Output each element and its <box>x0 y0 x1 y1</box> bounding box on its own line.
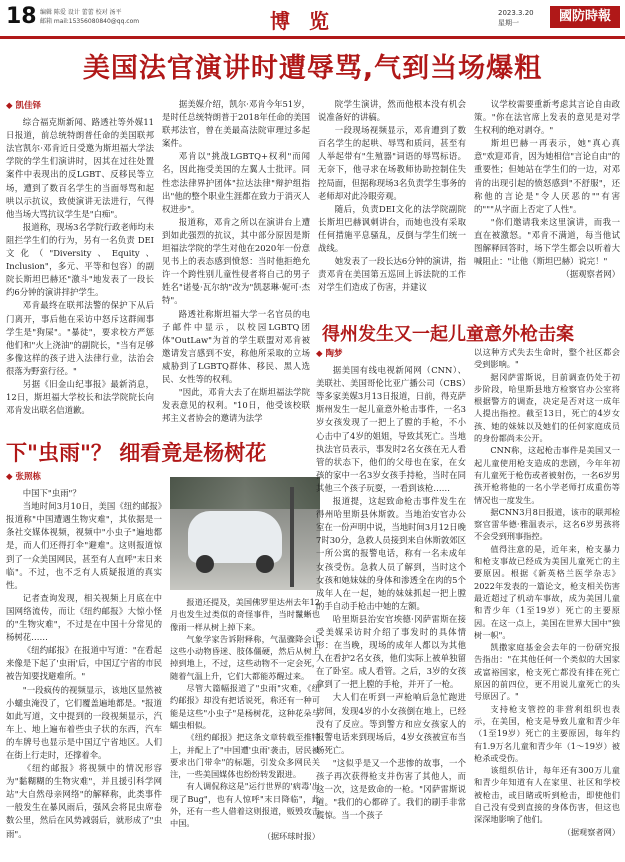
paragraph: 记者查询发现，相关视频上月底在中国网络流传，而让《纽约邮报》大惊小怪的"生物灾难"，不过是在中国十分常见的杨树花…… <box>6 592 162 643</box>
paragraph: 报道称，现场3名学院行政老师均未阻拦学生们的行为，另有一名负责 DEI 文化（"Diversity、Equity、Inclusion"，多元、平等和包容）的副院长斯坦巴赫还"激斗"地发表了一段长约6分钟的演讲拌护学生。 <box>6 221 154 298</box>
article2-column-2 <box>170 596 320 842</box>
paragraph: 她发表了一段长达6分钟的演讲，指责邓肯在美国第五巡回上诉法院的工作对学生们造成了伤害，并建议 <box>318 256 466 293</box>
wheel-shape <box>196 555 214 573</box>
article2-headline: 下"虫雨"？ 细看竟是杨树花 <box>6 441 267 465</box>
paragraph: 大人们在听到一声枪响后急忙跑进房间，发现4岁的小女孩倒在地上，已经没有了反应。等到警方和应女孩家人的报警电话来到现场后，4岁女孩被宣布当场死亡。 <box>316 692 466 755</box>
article3-column-2 <box>474 346 620 838</box>
article2-column-1 <box>6 469 162 841</box>
paragraph: 以这种方式失去生命时，整个社区都会受到影响。" <box>474 347 620 370</box>
tree-shape <box>170 477 320 509</box>
paragraph: "因此，邓肯大去了在斯坦福法学院发表意见的权利。"10日，他受该校联邦主义者协会的邀请为法学 <box>162 387 310 424</box>
paragraph: 邓肯最终在联邦法警的保护下从后门离开，事后他在采访中怒斥这群闹事学生是"狗屎"。"暴徒"，要求校方严惩他们和"火上浇油"的副院长，"当有足够多像这样的孩子进入法律行业，法治会很落为野蛮行径。" <box>6 300 154 376</box>
article1-column-3 <box>318 98 466 294</box>
wheel-shape <box>256 555 274 573</box>
editor-credits: 编辑 陈爱 设计 蕾蕾 校对 汤平 邮箱 mail:15356080840@qq.com <box>40 9 140 25</box>
section-title: 博 览 <box>270 9 335 33</box>
article2-byline: ◆ 张照栋 <box>6 471 162 484</box>
paragraph: "你们邀请我来这里演讲，而我一直在被激怒。"邓肯不满道，每当他试图解释回答时，场下学生都会以听着大喊阻止："让他（斯坦巴赫）说完！" <box>474 216 620 267</box>
article2-source-credit: （据环球时报） <box>262 830 320 841</box>
paragraph: 尽管大篇幅报道了"虫雨"灾难，《纽约邮报》却没有把话说死，称还有一种可能是这些"小虫子"是杨树花，这种花朵与蠕虫相似。 <box>170 683 320 730</box>
paragraph: "这似乎是又一个悲惨的故事，一个孩子再次获得枪支并伤害了其他人，而这一次，这是致命的一枪。"冈萨雷斯说道。"我们的心都碎了。我们的刷手非常震惊。当一个孩子 <box>316 757 466 821</box>
paragraph: 据冈萨雷斯说，目前调查仍处于初步阶段，哈里斯县地方检察官办公室将根据警方的调查，决定是否对这一成年人提出指控。截至13日，死亡的4岁女孩、她的妹妹以及她们的任何家庭成员的身份都尚未公开。 <box>474 371 620 444</box>
article3-source-credit: （据观察者网） <box>562 826 620 837</box>
paragraph: 报道称，邓肯之所以在演讲台上遭到如此强烈的抗议，其中部分原因是斯坦福法学院的学生对他在2020年一份意见书上的表态感到愤怒：当时他拒绝允许一个跨性别儿童性侵者将自己的男子姓名"诺曼·瓦尔纳"改为"凯瑟琳·妮可·杰特"。 <box>162 216 310 306</box>
paragraph: 报道提，这起致命枪击事件发生在得州哈里斯县休斯敦。当地治安官办公室在一份声明中说，当地时间3月12日晚7时30分，急救人员接到来自休斯敦郊区一所公寓的报警电话，称有一名未成年女孩受伤。急救人员了解到，当时这个女孩和她妹妹的身体和渗透全在肉的5个成年人在一起，她的妹妹抓起一把上膛的手自动手枪击中她的左额。 <box>316 496 466 611</box>
issue-date-value: 2023.3.20 <box>498 9 534 17</box>
paragraph: 凯撒家庭基金会去年的一份研究报告指出："在其他任何一个类似的大国家或富裕国家，枪支死亡都没有排在死亡原因的前四位，更不用说儿童死亡的头号原因了。" <box>474 642 620 702</box>
newspaper-logo: 國防時報 <box>550 6 620 28</box>
paragraph: 院学生演讲，然而他根本没有机会说准备好的讲稿。 <box>318 99 466 123</box>
article3-headline: 得州发生又一起儿童意外枪击案 <box>322 324 574 345</box>
article1-column-1 <box>6 98 154 417</box>
paragraph: 报道还提及，美国佛罗里达州去年12月也发生过类似的奇怪事件，当时鬣蜥也像雨一样从树上掉下来。 <box>170 597 320 632</box>
paragraph: 据美媒介绍，凯尔·邓肯今年51岁，是时任总统特朗普于2018年任命的美国联邦法官，曾在美最高法院审理过多起案件。 <box>162 99 310 149</box>
article3-column-1 <box>316 346 466 822</box>
paragraph: 哈里斯县治安官埃德·冈萨雷斯在接受美媒采访时介绍了事发时的具体情形：在当晚，现场的成年人都以为其他人在看护2名女孩，他们实际上被单独留在了卧室。成人看管。之后，3岁的女孩拿到了一把上膛的手枪，并开了一枪。 <box>316 613 466 690</box>
paragraph: 《纽约邮报》将视频中的情况形容为"黏糊糊的生物灾难"，并且援引科学网站"大自然母亲网络"的解释称，此类事件一般发生在暴风雨后，强风会将昆虫席卷数公里，然后在风势减弱后，就形成了"虫雨"。 <box>6 763 162 839</box>
paragraph: 中国下"虫雨"？ <box>22 488 81 499</box>
article1-source-credit: （据观察者网） <box>561 269 620 280</box>
paragraph: 值得注意的是，近年来，枪支暴力和枪支事故已经成为美国儿童死亡的主要原因。根据《新英格兰医学杂志》2022年发表的一篇论文，枪支相关伤害最近超过了机动车事故，成为美国儿童和青少年（1至19岁）死亡的主要原因。在这一点上，美国在世界大国中"独树一帜"。 <box>474 543 620 640</box>
issue-weekday: 星期一 <box>498 19 519 27</box>
paragraph: 邓肯以"挑战LGBTQ+权利"而闻名，因此拖受美国的左翼人士批评。同性恋法律界护团体"拉达法律"辩护组指出"他的整个职业生涯都在致力于消灭人权进步"。 <box>162 151 310 214</box>
paragraph: 气象学家告诉附释称，气温骤降会让这些小动物昏迷、肢体僵硬，然后从树上掉到地上，不过，这些动物不一定会死，随着气温上升，它们大都能苏醒过来。 <box>170 633 320 681</box>
paragraph: 斯坦巴赫一再表示，她"真心真意"欢迎邓肯，因为她相信"言论自由"的重要性；但她站在学生们的一边，对邓肯的出现引起的愤怒感到"不舒服"，还称他的言论是"令人厌恶的""有害的"""从字面上否定了人性"。 <box>474 138 620 214</box>
issue-date <box>498 8 534 28</box>
paragraph: CNN称，这起枪击事件是美国又一起儿童使用枪支造成的悲剧，今年年初有儿童死于枪伤或者被射伤，一名6岁男孩开枪将他的一名小学老师打成重伤等情况也一度发生。 <box>474 445 620 505</box>
poplar-catkins-photo <box>170 477 320 590</box>
paragraph: 据美国有线电视新闻网（CNN）、美联社、美国哥伦比亚广播公司（CBS）等多家美媒3月13日报道，日前，得克萨斯州发生一起儿童意外枪击事件，一名3岁女孩发现了一把上了膛的手枪，不小心击中了4岁的姐姐，导致其死亡。当地执法官员表示，事发时2名女孩在无人看管的状态下，他们的父母也在家，在女孩的家中一名3岁女孩手持枪，当时在同其他三个孩子玩耍，一看到该枪…… <box>316 365 466 493</box>
paragraph: 《纽约邮报》在报道中写道："在看起来像是下起了'虫雨'后，中国辽宁省的市民被告知要找避难所。" <box>6 645 162 682</box>
page-number: 18 <box>6 4 37 29</box>
paragraph: 该组织估计，每年还有300万儿童和青少年知道有人在家里、社区和学校被枪击，或目睹或听到枪击，即使他们自己没有受到直接的身体伤害，但这也深深地影响了他们。 <box>474 765 620 825</box>
paragraph: 有人调侃称这是"运行世界的'病毒'出现了Bug"，也有人惊呼"末日降临"，此外，还有一些人借着这则报道，贩毁攻击中国。 <box>170 781 320 829</box>
article3-byline: ◆ 陶梦 <box>316 348 466 361</box>
paragraph: 当地时间3月10日，美国《纽约邮报》报道称"中国遭遇生物灾难"，其依据是一条社交媒体视频，视频中"小虫子"遍地都是，而人们还得打伞"避难"。这则报道惊到了一众美国网民，甚至有人直呼"末日来临"。不过，也不乏有人质疑报道的真实性。 <box>6 501 162 590</box>
header-rule <box>0 36 625 39</box>
paragraph: 另据《旧金山纪事报》最新消息，12日，斯坦福大学校长和法学院院长向邓肯发出联名信道歉。 <box>6 378 154 416</box>
paragraph: 一段现场视频显示，邓肯遭到了数百名学生的起哄、辱骂和质问，甚至有人举起带有"生殖器"词语的辱骂标语。无奈下，他寻求在场教师协助控制住失控局面，但据称现场3名负责学生事务的老师却对此冷眼旁观。 <box>318 125 466 201</box>
article1-byline: ◆ 凯佳铎 <box>6 100 154 113</box>
paragraph: 综合福克斯新闻、路透社等外媒11日报道，前总统特朗普任命的美国联邦法官凯尔·邓肯近日受邀为斯坦福大学法学院的学生们演讲时，因其在过往处置案件中表现出的反LGBT、反移民等立场，遭到了数百名学生的当面辱骂和起哄以示抗议，致使演讲无法进行，气得他当场大骂抗议学生是"白痴"。 <box>6 117 154 219</box>
page-header <box>0 0 625 36</box>
paragraph: 随后，负责DEI文化的法学院副院长斯坦巴赫讽刺讲台，而她也没有采取任何措施平息骚乱，反倒与学生们统一战线。 <box>318 203 466 254</box>
paragraph: "一段疯传的视频显示，该地区显然被小蠕虫淹没了，它们覆盖遍地都是。"报道如此写道，文中提到的一段视频显示，汽车上、地上遍布着些虫子状的东西，汽车的车牌号也显示是中国辽宁省地区。人们在街上行走时，还撑着伞。 <box>6 684 162 760</box>
paragraph: 路透社称斯坦福大学一名官员的电子邮件中显示，以校园LGBTQ团体"OutLaw"为首的学生联盟对邓肯被邀请发言感到不安，称他所采取的立场威胁到了LGBTQ群体、移民、黑人选民、女性等的权利。 <box>162 308 310 384</box>
pole-shape <box>290 487 294 587</box>
paragraph: 议学校需要重新考虑其言论自由政策。"你在法官席上发表的意见是对学生权利的绝对剥夺。" <box>474 99 620 136</box>
article1-headline: 美国法官演讲时遭辱骂,气到当场爆粗 <box>82 53 543 84</box>
paragraph: 《纽约邮报》把这条文章转载至推特上，并配上了"中国遭'虫雨'袭击，居民被要求出门带伞"的标题，引发众多网民关注，一些美国媒体也纷纷转发跟进。 <box>170 732 320 780</box>
article1-column-2 <box>162 98 310 425</box>
article1-column-4 <box>474 98 620 281</box>
paragraph: 据CNN3月8日报道，该市的联邦检察官雷华德·雅温表示，这名6岁男孩将不会受到刑事指控。 <box>474 506 620 542</box>
paragraph: 支持枪支管控的非营利组织也表示，在美国，枪支是导致儿童和青少年（1至19岁）死亡的主要原因，每年约有1.9万名儿童和青少年（1～19岁）被枪杀或受伤。 <box>474 703 620 763</box>
